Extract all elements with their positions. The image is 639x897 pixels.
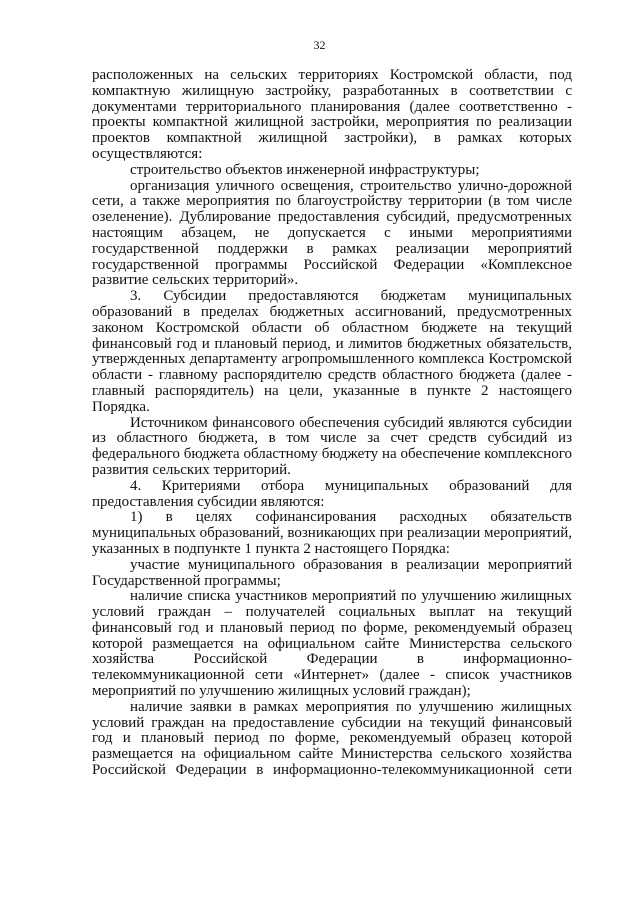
- page-number: 32: [313, 38, 326, 52]
- paragraph: участие муниципального образования в реализации мероприятий Государственной программы;: [92, 556, 572, 589]
- paragraph: наличие списка участников мероприятий по улучшению жилищных условий граждан – получателей социальных выплат на текущий финансовый год и плановый период по форме, рекомендуемый образец которой размещается на официальном сайте Министерства сельского хозяйства Российской Федерации в информационно-телекоммуникационной сети «Интернет» (далее - список участников мероприятий по улучшению жилищных условий граждан);: [92, 588, 572, 700]
- document-body: [92, 68, 572, 779]
- paragraph: 4. Критериями отбора муниципальных образований для предоставления субсидии являются:: [92, 477, 572, 510]
- paragraph: организация уличного освещения, строительство улично-дорожной сети, а также мероприятия по благоустройству территории (в том числе озеленение). Дублирование предоставления субсидий, предусмотренных настоящим абзацем, не допускается с иными мероприятиями государственной поддержки в рамках реализации мероприятий государственной программы Российской Федерации «Комплексное развитие сельских территорий».: [92, 177, 572, 289]
- paragraph: Источником финансового обеспечения субсидий являются субсидии из областного бюджета, в том числе за счет средств субсидий из федерального бюджета областному бюджету на обеспечение комплексного развития сельских территорий.: [92, 414, 572, 478]
- paragraph: строительство объектов инженерной инфраструктуры;: [130, 161, 480, 178]
- paragraph: 1) в целях софинансирования расходных обязательств муниципальных образований, возникающих при реализации мероприятий, указанных в подпункте 1 пункта 2 настоящего Порядка:: [92, 509, 572, 557]
- paragraph: расположенных на сельских территориях Костромской области, под компактную жилищную застройку, разработанных в соответствии с документами территориального планирования (далее соответственно - проекты компактной жилищной застройки, мероприятия по реализации проектов компактной жилищной застройки), в рамках которых осуществляются:: [92, 67, 572, 162]
- paragraph: 3. Субсидии предоставляются бюджетам муниципальных образований в пределах бюджетных ассигнований, предусмотренных законом Костромской области об областном бюджете на текущий финансовый год и плановый период, и лимитов бюджетных обязательств, утвержденных департаменту агропромышленного комплекса Костромской области - главному распорядителю средств областного бюджета (далее - главный распорядитель) на цели, указанные в пункте 2 настоящего Порядка.: [92, 288, 572, 415]
- paragraph: наличие заявки в рамках мероприятия по улучшению жилищных условий граждан на предоставление субсидии на текущий финансовый год и плановый период по форме, рекомендуемый образец которой размещается на официальном сайте Министерства сельского хозяйства Российской Федерации в информационно-телекоммуникационной сети: [92, 698, 572, 779]
